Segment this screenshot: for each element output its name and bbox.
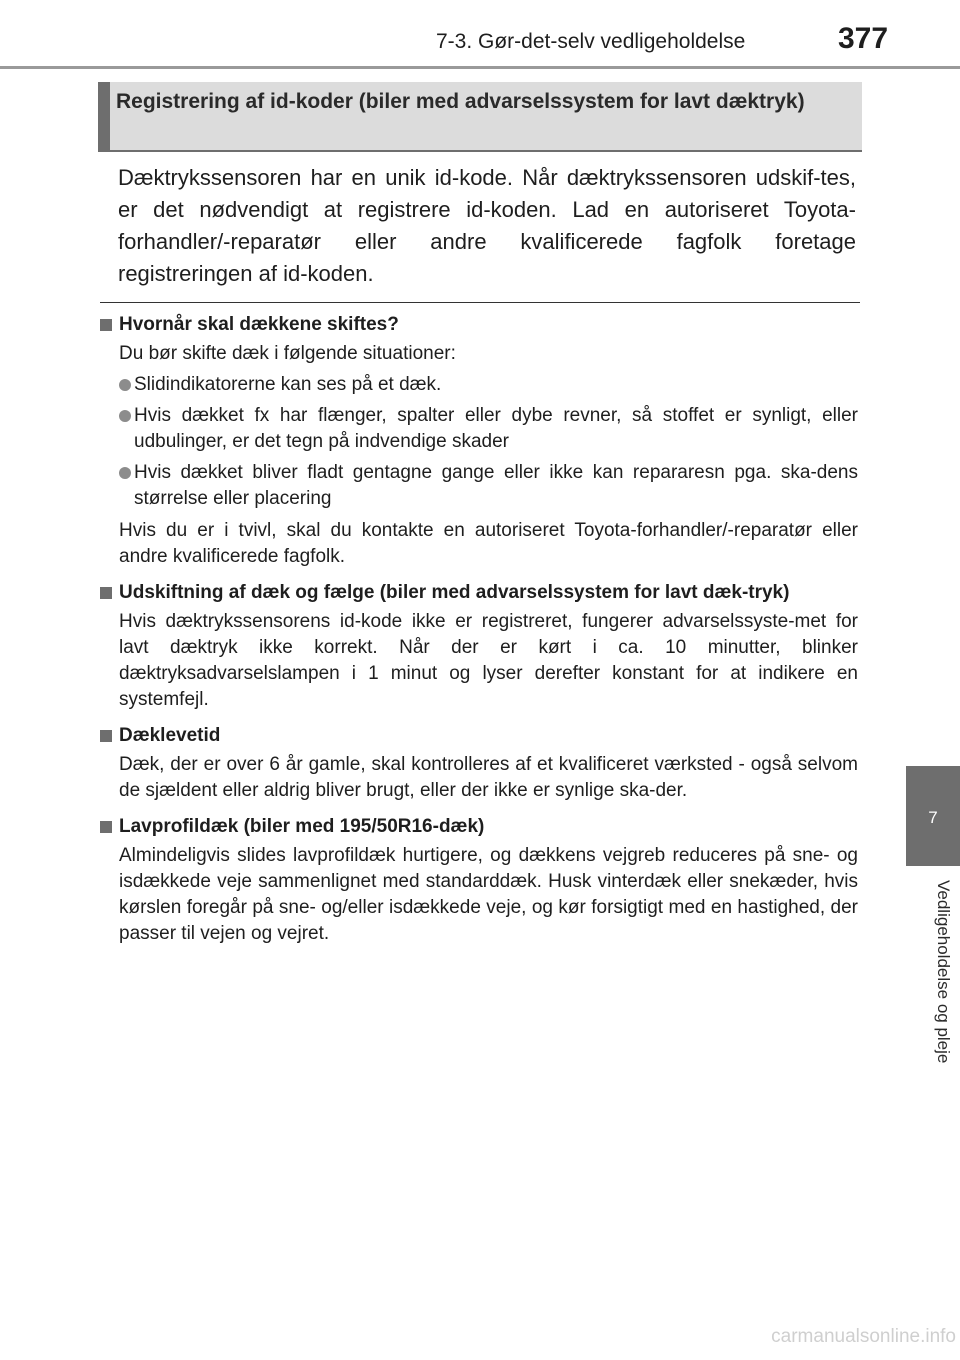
topic-heading-text: Hvornår skal dækkene skiftes?: [119, 314, 399, 335]
section-title: Registrering af id-koder (biler med advarselssystem for lavt dæktryk): [116, 90, 805, 113]
section-divider: [100, 302, 860, 303]
topic-heading: [98, 580, 858, 606]
square-bullet-icon: [100, 587, 112, 599]
section-title-rule: [98, 150, 862, 152]
topic-tire-replacement: [98, 312, 858, 570]
topic-heading: [98, 312, 858, 338]
list-item: [119, 403, 858, 455]
page-number: 377: [838, 22, 889, 55]
spacer: [98, 715, 858, 723]
header-rule: [0, 66, 960, 69]
topics-content: [98, 312, 858, 949]
topic-heading-text: Udskiftning af dæk og fælge (biler med advarselssystem for lavt dæk-tryk): [119, 582, 790, 603]
list-item-text: Slidindikatorerne kan ses på et dæk.: [134, 374, 442, 395]
chapter-number: 7: [928, 808, 938, 827]
circle-bullet-icon: [119, 410, 131, 422]
square-bullet-icon: [100, 319, 112, 331]
topic-low-profile-tires: [98, 814, 858, 947]
bullet-list: [119, 372, 858, 512]
topic-lead: Du bør skifte dæk i følgende situationer:: [119, 343, 456, 364]
square-bullet-icon: [100, 821, 112, 833]
list-item-text: Hvis dækket bliver fladt gentagne gange eller ikke kan repararesn pga. ska-dens størrelse eller placering: [134, 462, 858, 509]
circle-bullet-icon: [119, 467, 131, 479]
topic-text: Dæk, der er over 6 år gamle, skal kontrolleres af et kvalificeret værksted - også selvom de sjældent eller aldrig bliver brugt, eller der ikke er synlige ska-der.: [119, 754, 858, 801]
chapter-label: Vedligeholdelse og pleje: [934, 880, 953, 1064]
topic-note: Hvis du er i tvivl, skal du kontakte en autoriseret Toyota-forhandler/-reparatør eller andre kvalificerede fagfolk.: [119, 520, 858, 567]
header-title: 7-3. Gør-det-selv vedligeholdelse: [436, 30, 746, 53]
chapter-tab: [906, 766, 960, 866]
list-item: [119, 460, 858, 512]
section-intro: Dæktrykssensoren har en unik id-kode. Når dæktrykssensoren udskif-tes, er det nødvendigt at registrere id-koden. Lad en autoriseret Toyota-forhandler/-reparatør eller andre kvalificerede fagfolk foretage registreringen af id-koden.: [118, 165, 856, 286]
section-title-box: [98, 82, 862, 152]
list-item-text: Hvis dækket fx har flænger, spalter eller dybe revner, så stoffet er synligt, eller udbulinger, er det tegn på indvendige skader: [134, 405, 858, 452]
topic-text: Almindeligvis slides lavprofildæk hurtigere, og dækkens vejgreb reduceres på sne- og isdækkede veje sammenlignet med standarddæk. Husk vinterdæk eller snekæder, hvis kørslen foregår på sne- og/eller isdækkede veje, og kør forsigtigt med en hastighed, der passer til vejen og vejret.: [119, 845, 858, 944]
spacer: [98, 806, 858, 814]
topic-tire-lifetime: [98, 723, 858, 804]
topic-heading: [98, 814, 858, 840]
spacer: [98, 572, 858, 580]
list-item: [119, 372, 858, 398]
square-bullet-icon: [100, 730, 112, 742]
topic-tire-rim-replacement: [98, 580, 858, 713]
watermark: carmanualsonline.info: [771, 1326, 956, 1347]
circle-bullet-icon: [119, 379, 131, 391]
topic-heading-text: Dæklevetid: [119, 725, 221, 746]
topic-heading: [98, 723, 858, 749]
topic-text: Hvis dæktrykssensorens id-kode ikke er registreret, fungerer advarselssyste-met for lavt dæktryk ikke korrekt. Når der er kørt i ca. 10 minutter, blinker dæktryksadvarselslampen i 1 minut og lyser derefter konstant for at indikere en systemfejl.: [119, 611, 858, 710]
topic-heading-text: Lavprofildæk (biler med 195/50R16-dæk): [119, 816, 485, 837]
